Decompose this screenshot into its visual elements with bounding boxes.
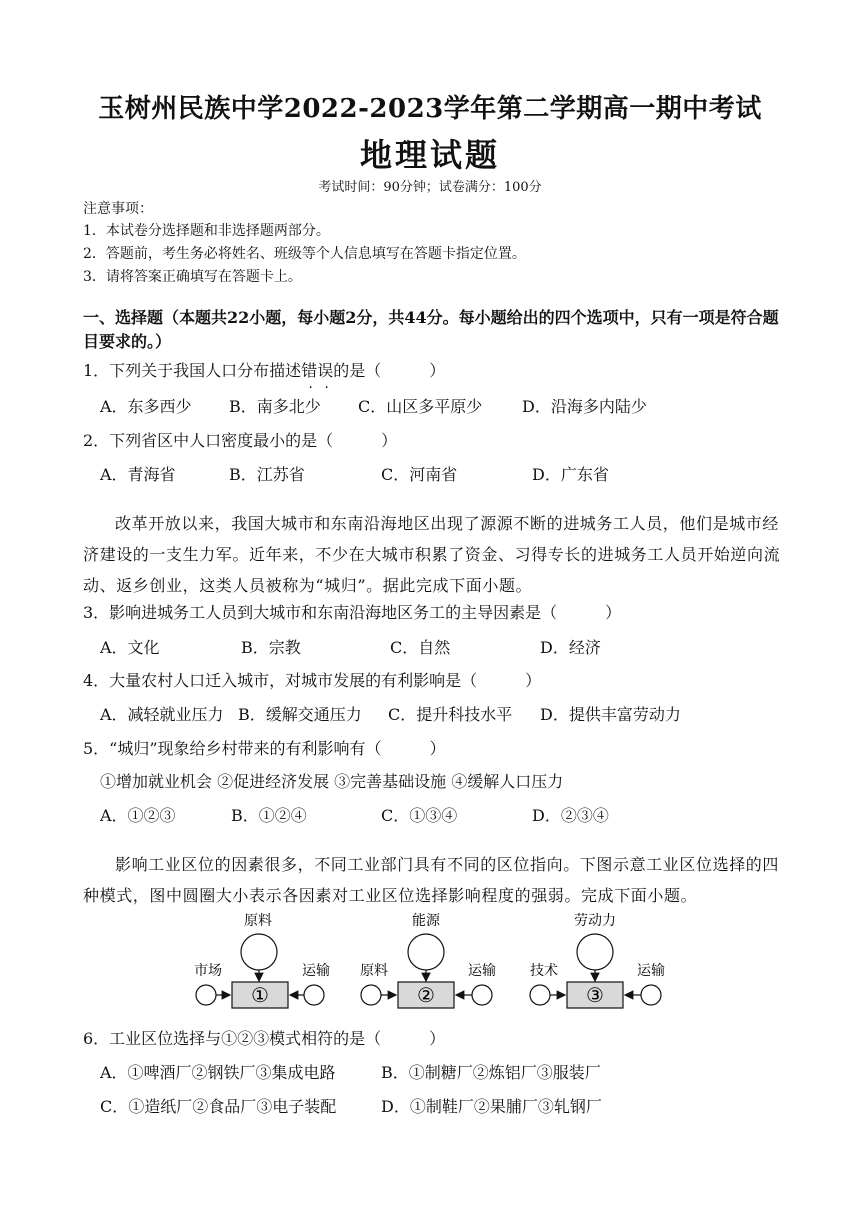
option-b[interactable]: B．南多北少 [229, 397, 321, 416]
question-1-stem [83, 358, 445, 381]
option-b[interactable]: B．①②④ [231, 806, 307, 825]
question-2-stem: 2．下列省区中人口密度最小的是（ ） [83, 431, 398, 450]
factor-circle-small [361, 985, 381, 1005]
option-c[interactable]: C．①③④ [381, 806, 458, 825]
diagram-model-1 [194, 913, 330, 1008]
model-box-label: ② [417, 983, 435, 1007]
diagram-right-label: 运输 [637, 963, 665, 979]
option-c[interactable]: C．自然 [390, 638, 451, 657]
question-6-stem: 6．工业区位选择与①②③模式相符的是（ ） [83, 1029, 446, 1048]
industrial-location-diagram [180, 905, 680, 1017]
note-item: 1．本试卷分选择题和非选择题两部分。 [83, 223, 330, 239]
factor-circle-large [408, 934, 444, 970]
option-d[interactable]: D．广东省 [532, 465, 609, 484]
option-b[interactable]: B．①制糖厂②炼铝厂③服装厂 [381, 1063, 601, 1082]
factor-circle-small [196, 985, 216, 1005]
option-c[interactable]: C．提升科技水平 [388, 705, 513, 724]
option-b[interactable]: B．江苏省 [229, 465, 305, 484]
option-b[interactable]: B．缓解交通压力 [238, 705, 362, 724]
diagram-right-label: 运输 [302, 963, 330, 979]
option-c[interactable]: C．河南省 [381, 465, 458, 484]
factor-circle-small [472, 985, 492, 1005]
question-3-stem: 3．影响进城务工人员到大城市和东南沿海地区务工的主导因素是（ ） [83, 603, 622, 622]
exam-subtitle: 地理试题 [359, 136, 500, 174]
diagram-top-label: 原料 [244, 913, 272, 929]
factor-circle-small [530, 985, 550, 1005]
option-d[interactable]: D．②③④ [532, 806, 609, 825]
question-5-stem: 5．“城归”现象给乡村带来的有利影响有（ ） [83, 739, 446, 758]
exam-info: 考试时间：90分钟；试卷满分：100分 [318, 180, 542, 195]
emphasis-char: 错 [301, 361, 318, 380]
diagram-model-2 [360, 912, 496, 1008]
option-b[interactable]: B．宗教 [241, 638, 301, 657]
note-item: 3．请将答案正确填写在答题卡上。 [83, 269, 302, 285]
diagram-left-label: 市场 [194, 963, 222, 979]
option-d[interactable]: D．①制鞋厂②果脯厂③轧钢厂 [381, 1097, 602, 1116]
diagram-top-label: 劳动力 [574, 913, 616, 929]
diagram-top-label: 能源 [412, 913, 440, 929]
question-4-stem: 4．大量农村人口迁入城市，对城市发展的有利影响是（ ） [83, 671, 542, 690]
option-c[interactable]: C．山区多平原少 [358, 397, 483, 416]
factor-circle-small [304, 985, 324, 1005]
option-a[interactable]: A．青海省 [100, 465, 176, 484]
option-a[interactable]: A．东多西少 [100, 397, 192, 416]
question-5-items: ①增加就业机会 ②促进经济发展 ③完善基础设施 ④缓解人口压力 [100, 772, 564, 791]
diagram-right-label: 运输 [468, 963, 496, 979]
stem-text: 的是（ ） [333, 361, 446, 380]
factor-circle-large [241, 934, 277, 970]
exam-title: 玉树州民族中学2022-2023学年第二学期高一期中考试 [98, 94, 762, 124]
factor-circle-large [577, 934, 613, 970]
diagram-left-label: 技术 [530, 963, 558, 979]
option-a[interactable]: A．①②③ [100, 806, 176, 825]
option-c[interactable]: C．①造纸厂②食品厂③电子装配 [100, 1097, 337, 1116]
reading-passage-1: 改革开放以来，我国大城市和东南沿海地区出现了源源不断的进城务工人员，他们是城市经济建设的一支生力军。近年来，不少在大城市积累了资金、习得专长的进城务工人员开始逆向流动、返乡创业，这类人员被称为“城归”。据此完成下面小题。 [83, 514, 781, 595]
diagram-left-label: 原料 [360, 963, 388, 979]
model-box-label: ① [251, 983, 269, 1007]
option-a[interactable]: A．文化 [100, 638, 160, 657]
emphasis-char: 误 [317, 361, 334, 380]
option-d[interactable]: D．沿海多内陆少 [522, 397, 647, 416]
notes-heading: 注意事项： [83, 201, 153, 217]
section-heading: 一、选择题（本题共22小题，每小题2分，共44分。每小题给出的四个选项中，只有一项是符合题目要求的。） [83, 308, 779, 351]
diagram-model-3 [530, 912, 665, 1008]
option-a[interactable]: A．①啤酒厂②钢铁厂③集成电路 [100, 1063, 336, 1082]
note-item: 2．答题前，考生务必将姓名、班级等个人信息填写在答题卡指定位置。 [83, 246, 526, 262]
option-d[interactable]: D．经济 [540, 638, 601, 657]
model-box-label: ③ [586, 983, 604, 1007]
option-d[interactable]: D．提供丰富劳动力 [540, 705, 681, 724]
stem-text: 1．下列关于我国人口分布描述 [83, 361, 302, 380]
option-a[interactable]: A．减轻就业压力 [100, 705, 224, 724]
reading-passage-2: 影响工业区位的因素很多，不同工业部门具有不同的区位指向。下图示意工业区位选择的四种模式，图中圆圈大小表示各因素对工业区位选择影响程度的强弱。完成下面小题。 [83, 855, 780, 905]
factor-circle-small [641, 985, 661, 1005]
